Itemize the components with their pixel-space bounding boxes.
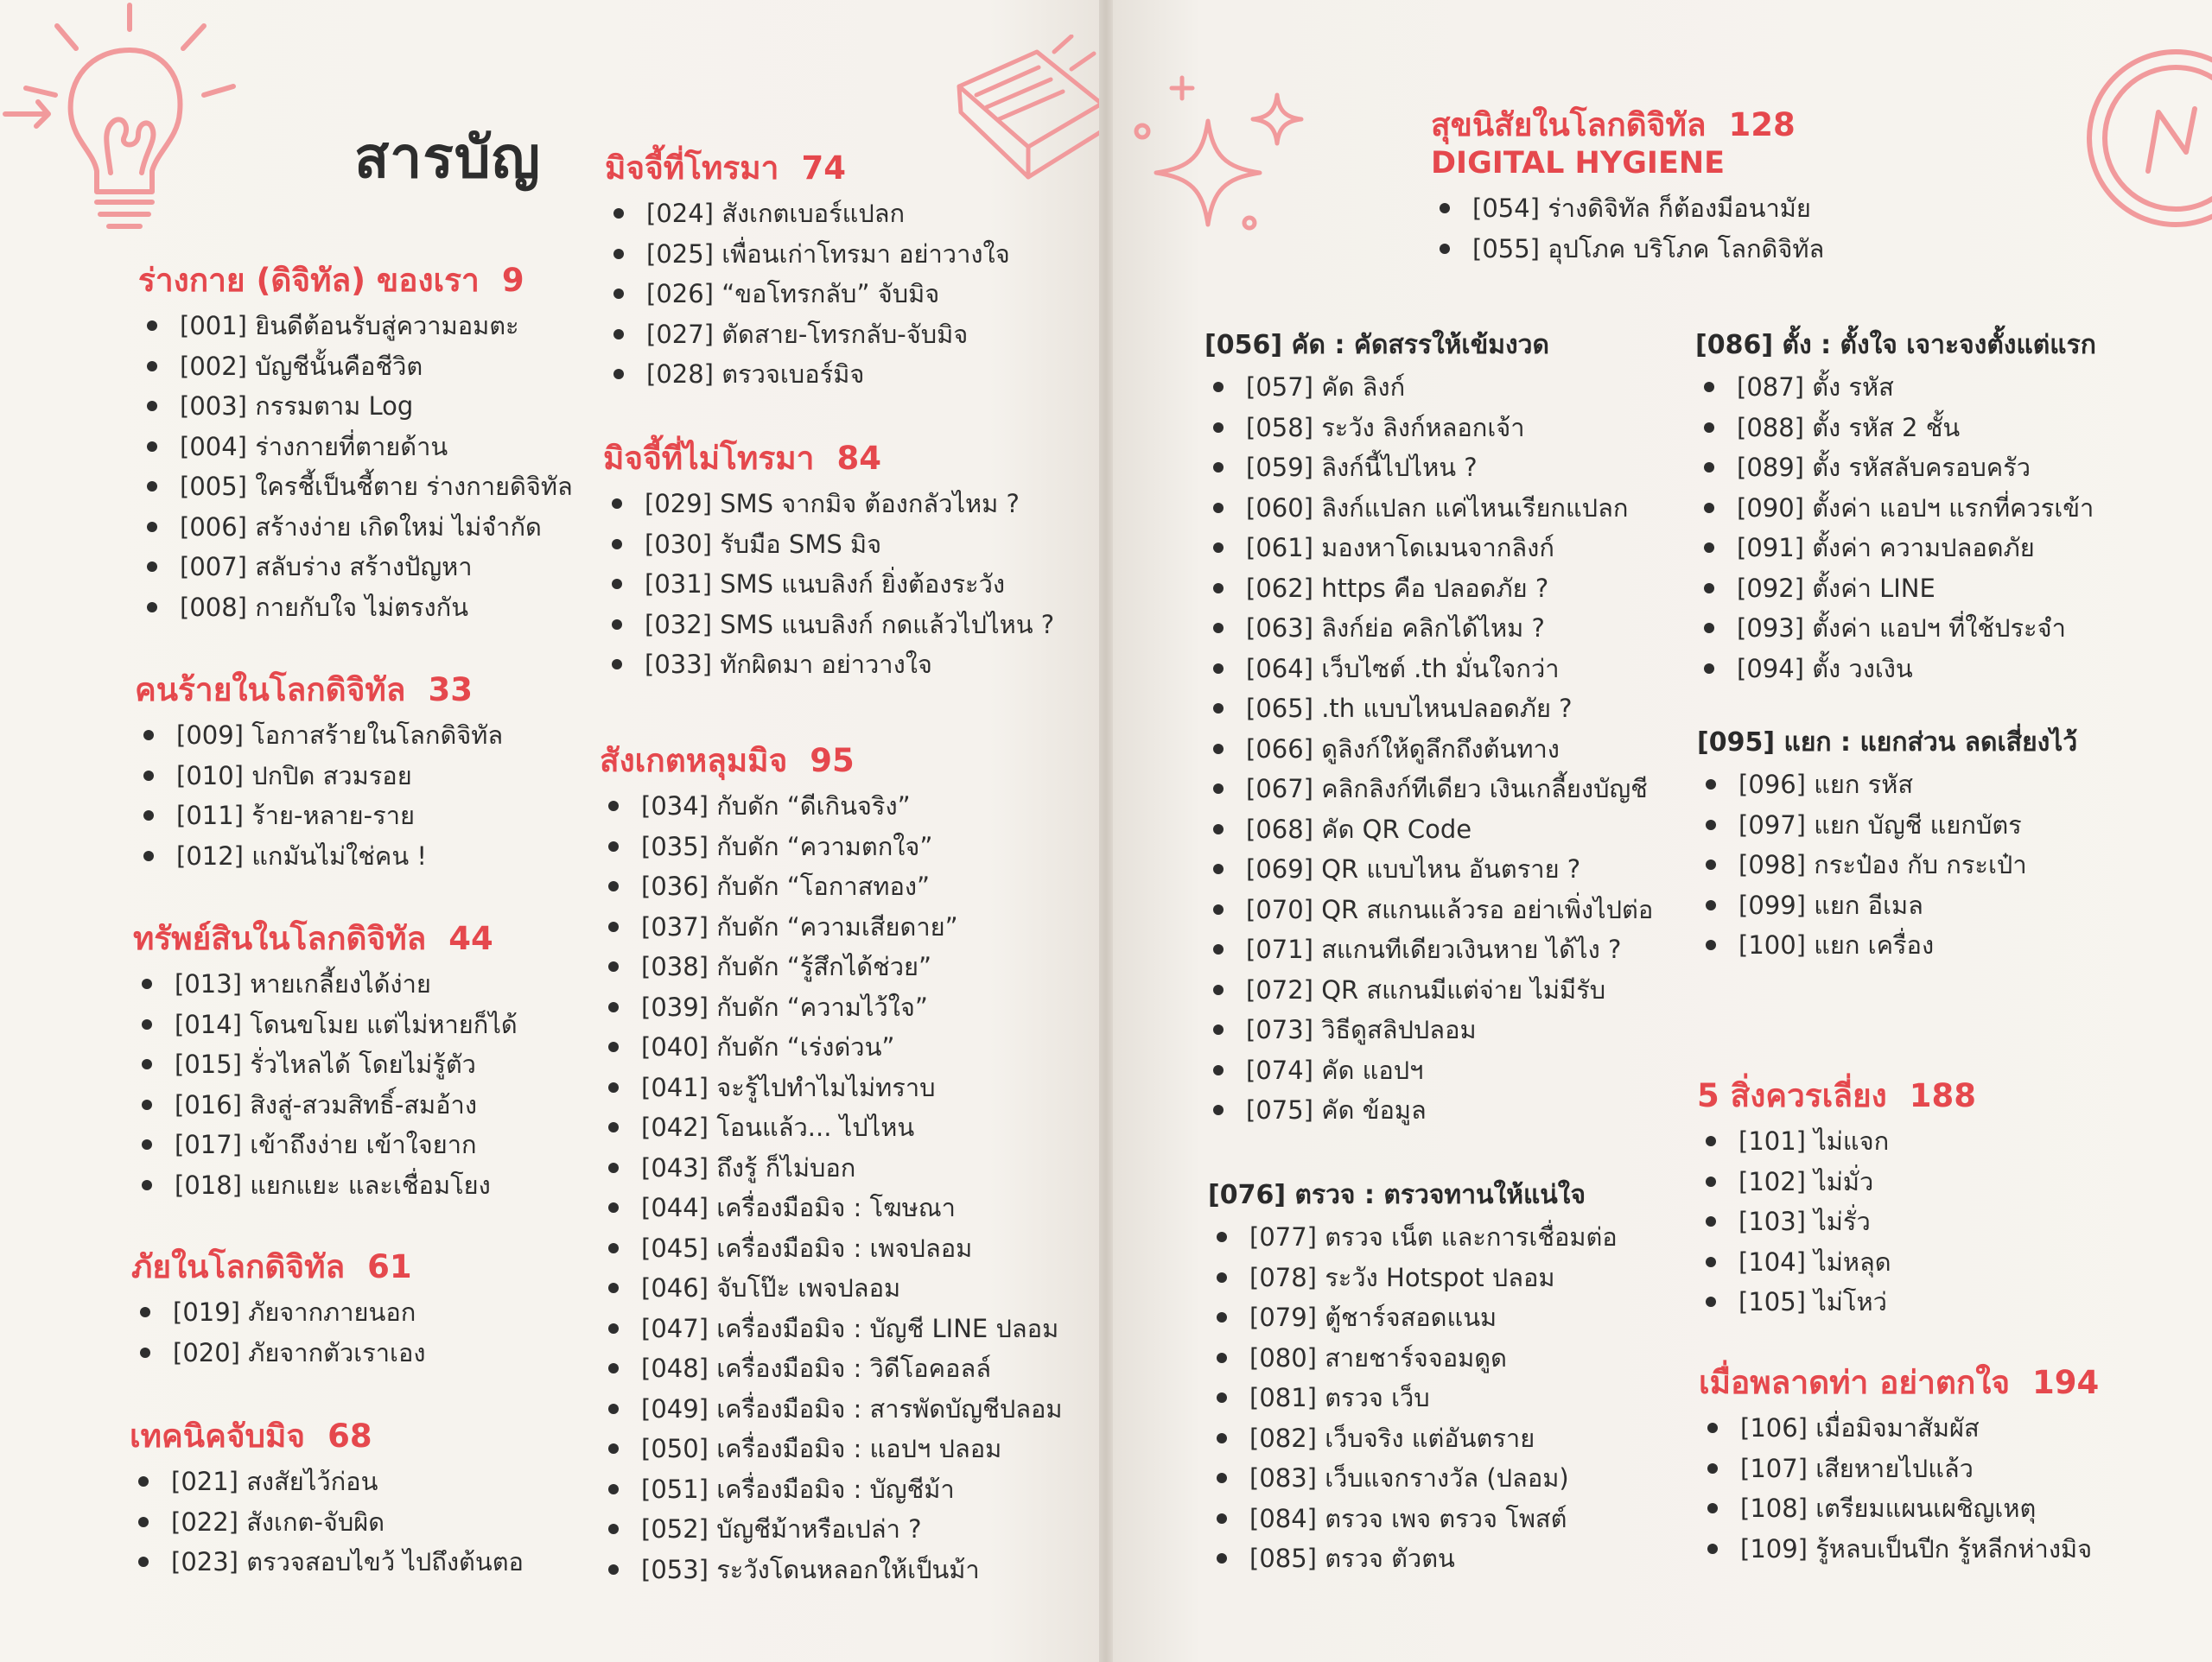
list-item: [053] ระวังโดนหลอกให้เป็นม้า xyxy=(600,1550,1063,1590)
list-item: [104] ไม่หลุด xyxy=(1697,1242,1976,1283)
page-number: 33 xyxy=(428,671,473,708)
list-item: [012] แกมันไม่ใช่คน ! xyxy=(135,836,503,877)
page-number: 188 xyxy=(1909,1077,1976,1114)
section-items xyxy=(600,786,1063,1589)
section-items xyxy=(1205,367,1653,1131)
list-item: [088] ตั้ง รหัส 2 ชั้น xyxy=(1695,408,2096,448)
list-item: [047] เครื่องมือมิจ : บัญชี LINE ปลอม xyxy=(600,1309,1063,1349)
section-scam-traps xyxy=(600,741,1063,1589)
list-item: [063] ลิงก์ย่อ คลิกได้ไหม ? xyxy=(1205,608,1653,649)
list-item: [078] ระวัง Hotspot ปลอม xyxy=(1208,1258,1618,1298)
list-item: [029] SMS จากมิจ ต้องกลัวไหม ? xyxy=(603,484,1054,524)
left-page xyxy=(0,0,1099,1662)
list-item: [007] สลับร่าง สร้างปัญหา xyxy=(138,547,573,587)
list-item: [033] ทักผิดมา อย่าวางใจ xyxy=(603,644,1054,685)
list-item: [069] QR แบบไหน อันตราย ? xyxy=(1205,849,1653,890)
section-check xyxy=(1208,1178,1618,1579)
list-item: [107] เสียหายไปแล้ว xyxy=(1699,1449,2099,1489)
section-heading: เทคนิคจับมิจ 68 xyxy=(130,1418,372,1455)
list-item: [016] สิงสู่-สวมสิทธิ์-สมอ้าง xyxy=(133,1085,518,1126)
list-item: [003] กรรมตาม Log xyxy=(138,386,573,427)
page-number: 194 xyxy=(2032,1364,2100,1401)
section-heading: 5 สิ่งควรเลี่ยง 188 xyxy=(1697,1077,1976,1114)
list-item: [075] คัด ข้อมูล xyxy=(1205,1090,1653,1131)
list-item: [027] ตัดสาย-โทรกลับ-จับมิจ xyxy=(605,314,1010,355)
list-item: [006] สร้างง่าย เกิดใหม่ ไม่จำกัด xyxy=(138,507,573,548)
list-item: [083] เว็บแจกรางวัล (ปลอม) xyxy=(1208,1458,1618,1499)
list-item: [066] ดูลิงก์ให้ดูลึกถึงต้นทาง xyxy=(1205,729,1653,770)
page-number: 61 xyxy=(367,1248,412,1285)
list-item: [097] แยก บัญชี แยกบัตร xyxy=(1697,805,2077,846)
list-item: [062] https คือ ปลอดภัย ? xyxy=(1205,568,1653,609)
list-item: [001] ยินดีต้อนรับสู่ความอมตะ xyxy=(138,306,573,346)
list-item: [030] รับมือ SMS มิจ xyxy=(603,524,1054,565)
magnifier-icon xyxy=(2037,26,2212,302)
list-item: [090] ตั้งค่า แอปฯ แรกที่ควรเข้า xyxy=(1695,488,2096,529)
list-item: [019] ภัยจากภายนอก xyxy=(131,1292,426,1333)
list-item: [087] ตั้ง รหัส xyxy=(1695,367,2096,408)
list-item: [092] ตั้งค่า LINE xyxy=(1695,568,2096,609)
section-heading: มิจจี้ที่ไม่โทรมา 84 xyxy=(603,440,881,477)
list-item: [028] ตรวจเบอร์มิจ xyxy=(605,354,1010,395)
list-item: [052] บัญชีม้าหรือเปล่า ? xyxy=(600,1509,1063,1550)
toc-title: สารบัญ xyxy=(354,124,541,191)
right-page xyxy=(1113,0,2212,1662)
list-item: [043] ถึงรู้ ก็ไม่บอก xyxy=(600,1148,1063,1189)
list-item: [049] เครื่องมือมิจ : สารพัดบัญชีปลอม xyxy=(600,1389,1063,1430)
section-items xyxy=(1697,764,2077,966)
section-digital-body xyxy=(138,261,573,627)
list-item: [013] หายเกลี้ยงได้ง่าย xyxy=(133,964,518,1005)
list-item: [051] เครื่องมือมิจ : บัญชีม้า xyxy=(600,1469,1063,1510)
list-item: [061] มองหาโดเมนจากลิงก์ xyxy=(1205,528,1653,568)
page-number: 95 xyxy=(810,742,855,779)
section-items xyxy=(1431,188,1824,269)
list-item: [023] ตรวจสอบไขว้ ไปถึงต้นตอ xyxy=(130,1542,524,1583)
list-item: [011] ร้าย-หลาย-ราย xyxy=(135,796,503,836)
list-item: [042] โอนแล้ว... ไปไหน xyxy=(600,1107,1063,1148)
section-items xyxy=(603,484,1054,685)
list-item: [071] สแกนทีเดียวเงินหาย ได้ไง ? xyxy=(1205,929,1653,970)
section-items xyxy=(605,193,1010,395)
list-item: [057] คัด ลิงก์ xyxy=(1205,367,1653,408)
section-items xyxy=(1697,1121,1976,1323)
section-items xyxy=(1699,1408,2099,1569)
section-separate xyxy=(1697,726,2077,966)
group-heading: [056] คัด : คัดสรรให้เข้มงวด xyxy=(1205,330,1549,360)
lightbulb-icon xyxy=(0,0,259,251)
group-heading: [095] แยก : แยกส่วน ลดเสี่ยงไว้ xyxy=(1697,727,2078,758)
list-item: [009] โอกาสร้ายในโลกดิจิทัล xyxy=(135,715,503,756)
section-when-mistake xyxy=(1699,1363,2099,1569)
section-digital-assets xyxy=(133,919,518,1205)
section-items xyxy=(1695,367,2096,688)
list-item: [073] วิธีดูสลิปปลอม xyxy=(1205,1010,1653,1050)
section-heading: คนร้ายในโลกดิจิทัล 33 xyxy=(135,671,473,708)
list-item: [082] เว็บจริง แต่อันตราย xyxy=(1208,1418,1618,1459)
list-item: [102] ไม่มั่ว xyxy=(1697,1162,1976,1202)
list-item: [077] ตรวจ เน็ต และการเชื่อมต่อ xyxy=(1208,1217,1618,1258)
list-item: [018] แยกแยะ และเชื่อมโยง xyxy=(133,1165,518,1206)
section-scam-calls xyxy=(605,149,1010,395)
list-item: [091] ตั้งค่า ความปลอดภัย xyxy=(1695,528,2096,568)
list-item: [008] กายกับใจ ไม่ตรงกัน xyxy=(138,587,573,628)
list-item: [025] เพื่อนเก่าโทรมา อย่าวางใจ xyxy=(605,234,1010,275)
list-item: [026] “ขอโทรกลับ” จับมิจ xyxy=(605,274,1010,314)
section-items xyxy=(130,1462,524,1583)
list-item: [105] ไม่โหว่ xyxy=(1697,1282,1976,1323)
list-item: [041] จะรู้ไปทำไมไม่ทราบ xyxy=(600,1068,1063,1108)
page-number: 74 xyxy=(801,149,846,187)
section-scam-non-calls xyxy=(603,439,1054,685)
list-item: [079] ตู้ชาร์จสอดแนม xyxy=(1208,1297,1618,1338)
list-item: [035] กับดัก “ความตกใจ” xyxy=(600,827,1063,867)
list-item: [024] สังเกตเบอร์แปลก xyxy=(605,193,1010,234)
section-digital-hygiene xyxy=(1431,105,1824,269)
list-item: [089] ตั้ง รหัสลับครอบครัว xyxy=(1695,447,2096,488)
list-item: [046] จับโป๊ะ เพจปลอม xyxy=(600,1268,1063,1309)
list-item: [045] เครื่องมือมิจ : เพจปลอม xyxy=(600,1228,1063,1269)
list-item: [048] เครื่องมือมิจ : วิดีโอคอลล์ xyxy=(600,1348,1063,1389)
section-filter xyxy=(1205,328,1653,1131)
book-gutter xyxy=(1099,0,1113,1662)
list-item: [037] กับดัก “ความเสียดาย” xyxy=(600,907,1063,948)
list-item: [055] อุปโภค บริโภค โลกดิจิทัล xyxy=(1431,229,1824,270)
list-item: [034] กับดัก “ดีเกินจริง” xyxy=(600,786,1063,827)
list-item: [064] เว็บไซต์ .th มั่นใจกว่า xyxy=(1205,649,1653,689)
list-item: [074] คัด แอปฯ xyxy=(1205,1050,1653,1091)
list-item: [109] รู้หลบเป็นปีก รู้หลีกห่างมิจ xyxy=(1699,1529,2099,1570)
list-item: [036] กับดัก “โอกาสทอง” xyxy=(600,866,1063,907)
section-items xyxy=(133,964,518,1205)
list-item: [017] เข้าถึงง่าย เข้าใจยาก xyxy=(133,1125,518,1165)
sparkle-icon xyxy=(1130,60,1329,251)
list-item: [032] SMS แนบลิงก์ กดแล้วไปไหน ? xyxy=(603,605,1054,645)
list-item: [068] คัด QR Code xyxy=(1205,809,1653,850)
section-heading: มิจจี้ที่โทรมา 74 xyxy=(605,149,846,187)
list-item: [081] ตรวจ เว็บ xyxy=(1208,1378,1618,1418)
list-item: [100] แยก เครื่อง xyxy=(1697,925,2077,966)
list-item: [084] ตรวจ เพจ ตรวจ โพสต์ xyxy=(1208,1499,1618,1539)
list-item: [108] เตรียมแผนเผชิญเหตุ xyxy=(1699,1488,2099,1529)
list-item: [038] กับดัก “รู้สึกได้ช่วย” xyxy=(600,947,1063,987)
section-heading: สุขนิสัยในโลกดิจิทัล 128 xyxy=(1431,106,1796,143)
section-subtitle: DIGITAL HYGIENE xyxy=(1431,146,1726,181)
list-item: [070] QR สแกนแล้วรอ อย่าเพิ่งไปต่อ xyxy=(1205,890,1653,930)
section-heading: ภัยในโลกดิจิทัล 61 xyxy=(131,1248,412,1285)
section-heading: สังเกตหลุมมิจ 95 xyxy=(600,742,855,779)
group-heading: [086] ตั้ง : ตั้งใจ เจาะจงตั้งแต่แรก xyxy=(1695,330,2096,360)
list-item: [050] เครื่องมือมิจ : แอปฯ ปลอม xyxy=(600,1429,1063,1469)
section-set xyxy=(1695,328,2096,688)
group-heading: [076] ตรวจ : ตรวจทานให้แน่ใจ xyxy=(1208,1180,1586,1210)
list-item: [094] ตั้ง วงเงิน xyxy=(1695,649,2096,689)
list-item: [044] เครื่องมือมิจ : โฆษณา xyxy=(600,1188,1063,1228)
page-number: 44 xyxy=(448,920,493,957)
page-number: 68 xyxy=(327,1418,372,1455)
list-item: [093] ตั้งค่า แอปฯ ที่ใช้ประจำ xyxy=(1695,608,2096,649)
list-item: [099] แยก อีเมล xyxy=(1697,885,2077,926)
section-items xyxy=(138,306,573,627)
list-item: [096] แยก รหัส xyxy=(1697,764,2077,805)
section-items xyxy=(131,1292,426,1373)
list-item: [040] กับดัก “เร่งด่วน” xyxy=(600,1027,1063,1068)
list-item: [098] กระป๋อง กับ กระเป๋า xyxy=(1697,845,2077,885)
section-scam-techniques xyxy=(130,1417,524,1583)
list-item: [054] ร่างดิจิทัล ก็ต้องมีอนามัย xyxy=(1431,188,1824,229)
list-item: [058] ระวัง ลิงก์หลอกเจ้า xyxy=(1205,408,1653,448)
section-digital-threats xyxy=(131,1247,426,1373)
list-item: [020] ภัยจากตัวเราเอง xyxy=(131,1333,426,1373)
list-item: [010] ปกปิด สวมรอย xyxy=(135,756,503,796)
list-item: [072] QR สแกนมีแต่จ่าย ไม่มีรับ xyxy=(1205,970,1653,1011)
page-number: 84 xyxy=(836,440,881,477)
section-digital-villains xyxy=(135,670,503,876)
list-item: [085] ตรวจ ตัวตน xyxy=(1208,1538,1618,1579)
page-number: 9 xyxy=(501,262,524,299)
list-item: [060] ลิงก์แปลก แค่ไหนเรียกแปลก xyxy=(1205,488,1653,529)
list-item: [031] SMS แนบลิงก์ ยิ่งต้องระวัง xyxy=(603,564,1054,605)
page-number: 128 xyxy=(1728,106,1796,143)
list-item: [101] ไม่แจก xyxy=(1697,1121,1976,1162)
list-item: [002] บัญชีนั้นคือชีวิต xyxy=(138,346,573,387)
section-items xyxy=(135,715,503,876)
section-heading: ทรัพย์สินในโลกดิจิทัล 44 xyxy=(133,920,493,957)
section-heading: ร่างกาย (ดิจิทัล) ของเรา 9 xyxy=(138,262,524,299)
section-heading: เมื่อพลาดท่า อย่าตกใจ 194 xyxy=(1699,1364,2100,1401)
list-item: [014] โดนขโมย แต่ไม่หายก็ได้ xyxy=(133,1005,518,1045)
list-item: [004] ร่างกายที่ตายด้าน xyxy=(138,427,573,467)
list-item: [021] สงสัยไว้ก่อน xyxy=(130,1462,524,1502)
list-item: [080] สายชาร์จจอมดูด xyxy=(1208,1338,1618,1379)
list-item: [015] รั่วไหลได้ โดยไม่รู้ตัว xyxy=(133,1044,518,1085)
list-item: [039] กับดัก “ความไว้ใจ” xyxy=(600,987,1063,1028)
list-item: [106] เมื่อมิจมาสัมผัส xyxy=(1699,1408,2099,1449)
list-item: [005] ใครชี้เป็นชี้ตาย ร่างกายดิจิทัล xyxy=(138,466,573,507)
list-item: [103] ไม่รั่ว xyxy=(1697,1202,1976,1242)
list-item: [065] .th แบบไหนปลอดภัย ? xyxy=(1205,688,1653,729)
list-item: [022] สังเกต-จับผิด xyxy=(130,1502,524,1543)
list-item: [059] ลิงก์นี้ไปไหน ? xyxy=(1205,447,1653,488)
section-five-avoid xyxy=(1697,1076,1976,1323)
list-item: [067] คลิกลิงก์ทีเดียว เงินเกลี้ยงบัญชี xyxy=(1205,769,1653,809)
section-items xyxy=(1208,1217,1618,1579)
